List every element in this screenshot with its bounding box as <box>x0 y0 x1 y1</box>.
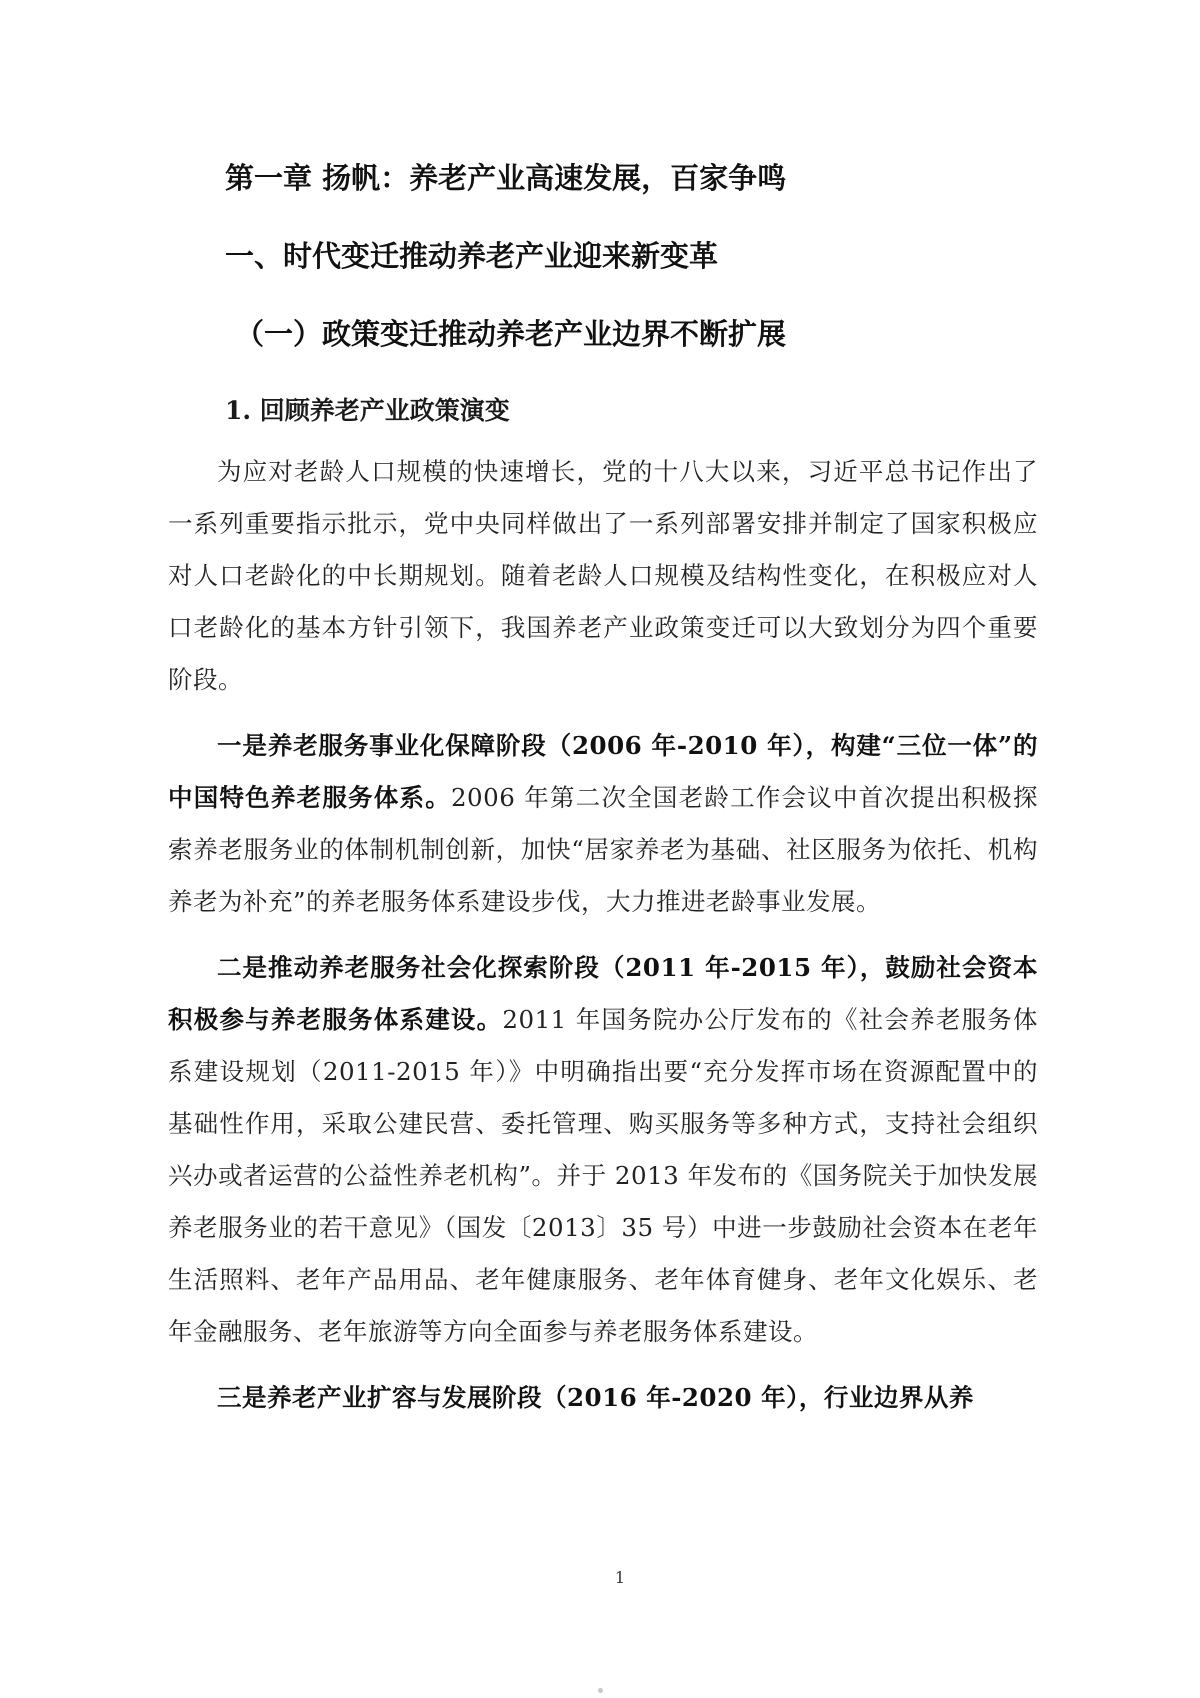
document-body <box>168 150 1038 1424</box>
paragraph-bold-lead: 二是推动养老服务社会化探索阶段（2011 年-2015 年），鼓励社会资本积极参与养老服务体系建设。 <box>168 953 1038 1034</box>
paragraph-text: 2006 年第二次全国老龄工作会议中首次提出积极探索养老服务业的体制机制创新，加快“居家养老为基础、社区服务为依托、机构养老为补充”的养老服务体系建设步伐，大力推进老龄事业发展。 <box>168 783 1038 916</box>
subsection-title: （一）政策变迁推动养老产业边界不断扩展 <box>235 317 787 351</box>
subsubsection-title: 1. 回顾养老产业政策演变 <box>225 396 510 425</box>
scroll-indicator-dot <box>598 1688 603 1693</box>
paragraph-text: 为应对老龄人口规模的快速增长，党的十八大以来，习近平总书记作出了一系列重要指示批示，党中央同样做出了一系列部署安排并制定了国家积极应对人口老龄化的中长期规划。随着老龄人口规模及结构性变化，在积极应对人口老龄化的基本方针引领下，我国养老产业政策变迁可以大致划分为四个重要阶段。 <box>168 457 1038 694</box>
paragraph-intro <box>168 446 1038 706</box>
chapter-title: 第一章 扬帆：养老产业高速发展，百家争鸣 <box>225 161 787 195</box>
page-number: 1 <box>614 1568 626 1587</box>
paragraph-stage-three <box>168 1372 1038 1424</box>
paragraph-text: 2011 年国务院办公厅发布的《社会养老服务体系建设规划（2011-2015 年）》中明确指出要“充分发挥市场在资源配置中的基础性作用，采取公建民营、委托管理、购买服务等多种方式，支持社会组织兴办或者运营的公益性养老机构”。并于 2013 年发布的《国务院关于加快发展养老服务业的若干意见》（国发〔2013〕35 号）中进一步鼓励社会资本在老年生活照料、老年产品用品、老年健康服务、老年体育健身、老年文化娱乐、老年金融服务、老年旅游等方向全面参与养老服务体系建设。 <box>168 1005 1039 1346</box>
paragraph-stage-two <box>168 942 1038 1358</box>
paragraph-stage-one <box>168 720 1038 928</box>
paragraph-bold-lead: 一是养老服务事业化保障阶段（2006 年-2010 年），构建“三位一体”的中国特色养老服务体系。 <box>168 731 1038 812</box>
paragraph-bold-lead: 三是养老产业扩容与发展阶段（2016 年-2020 年），行业边界从养 <box>217 1383 974 1412</box>
section-title: 一、时代变迁推动养老产业迎来新变革 <box>225 239 719 273</box>
